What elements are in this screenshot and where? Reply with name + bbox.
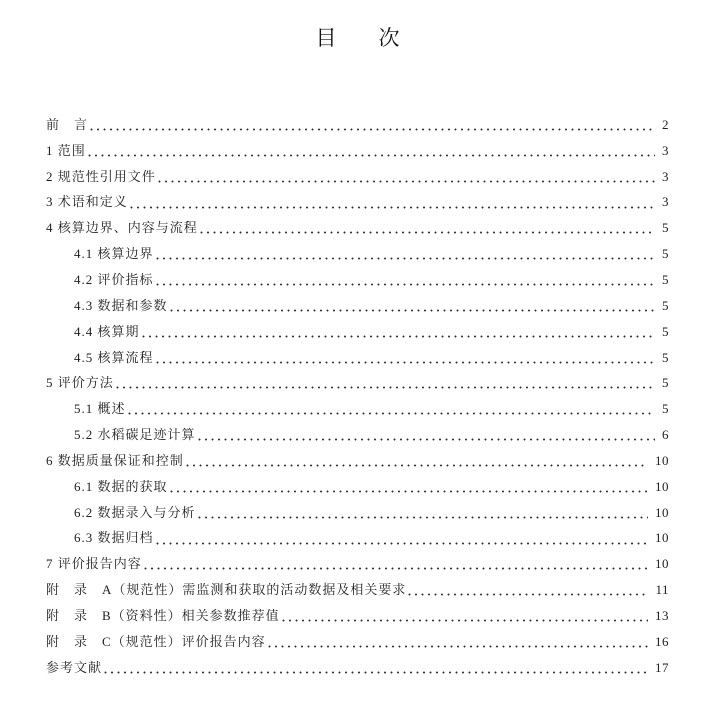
toc-entry-label: 7 评价报告内容 xyxy=(46,556,142,572)
toc-page-number: 5 xyxy=(662,375,669,391)
toc-page-number: 13 xyxy=(655,607,669,623)
toc-page-number: 17 xyxy=(655,659,669,675)
toc-entry-annex-b xyxy=(46,603,669,629)
toc-subentry-6-3 xyxy=(46,526,669,552)
toc-page-number: 10 xyxy=(655,478,669,494)
toc-page-number: 5 xyxy=(662,297,669,313)
toc-entry-section-7 xyxy=(46,551,669,577)
toc-page-number: 5 xyxy=(662,349,669,365)
dot-leader xyxy=(268,629,648,655)
toc-entry-scope xyxy=(46,138,669,164)
toc-entry-foreword xyxy=(46,112,669,138)
toc-entry-annex-c xyxy=(46,629,669,655)
toc-entry-label: 附 录 B（资料性）相关参数推荐值 xyxy=(46,607,280,623)
toc-page-number: 6 xyxy=(662,427,669,443)
toc-entry-label: 前 言 xyxy=(46,116,89,132)
toc-page-number: 5 xyxy=(662,401,669,417)
toc-entry-annex-a xyxy=(46,577,669,603)
toc-entry-terms-and-definitions xyxy=(46,190,669,216)
toc-entry-label: 附 录 C（规范性）评价报告内容 xyxy=(46,633,266,649)
toc-entry-label: 2 规范性引用文件 xyxy=(46,168,156,184)
toc-entry-label: 6 数据质量保证和控制 xyxy=(46,452,184,468)
toc-entry-label: 1 范围 xyxy=(46,142,86,158)
toc-list xyxy=(46,112,669,681)
dot-leader xyxy=(88,138,655,164)
toc-subentry-label: 5.1 概述 xyxy=(74,401,126,417)
toc-page-number: 5 xyxy=(662,323,669,339)
toc-page-number: 10 xyxy=(655,530,669,546)
dot-leader xyxy=(116,370,655,396)
toc-entry-section-6 xyxy=(46,448,669,474)
toc-subentry-label: 6.1 数据的获取 xyxy=(74,478,168,494)
dot-leader xyxy=(156,267,655,293)
toc-page-number: 5 xyxy=(662,220,669,236)
dot-leader xyxy=(130,190,655,216)
dot-leader xyxy=(128,396,655,422)
dot-leader xyxy=(158,164,655,190)
toc-subentry-4-2 xyxy=(46,267,669,293)
toc-subentry-6-1 xyxy=(46,474,669,500)
toc-entry-bibliography xyxy=(46,655,669,681)
toc-subentry-6-2 xyxy=(46,500,669,526)
dot-leader xyxy=(104,655,648,681)
toc-title: 目 次 xyxy=(315,26,400,50)
toc-page-number: 3 xyxy=(662,142,669,158)
toc-page-number: 11 xyxy=(655,582,669,598)
toc-page-number: 2 xyxy=(662,116,669,132)
toc-subentry-4-4 xyxy=(46,319,669,345)
toc-subentry-4-5 xyxy=(46,345,669,371)
toc-entry-label: 5 评价方法 xyxy=(46,375,114,391)
toc-subentry-5-1 xyxy=(46,396,669,422)
dot-leader xyxy=(156,526,648,552)
dot-leader xyxy=(198,422,655,448)
toc-page-number: 10 xyxy=(655,504,669,520)
dot-leader xyxy=(186,448,648,474)
toc-entry-label: 3 术语和定义 xyxy=(46,194,128,210)
dot-leader xyxy=(170,293,655,319)
toc-entry-normative-references xyxy=(46,164,669,190)
toc-page-number: 5 xyxy=(662,246,669,262)
toc-subentry-label: 4.1 核算边界 xyxy=(74,246,154,262)
toc-page-number: 3 xyxy=(662,168,669,184)
dot-leader xyxy=(282,603,648,629)
toc-page-number: 10 xyxy=(655,556,669,572)
toc-subentry-label: 4.5 核算流程 xyxy=(74,349,154,365)
dot-leader xyxy=(90,112,655,138)
toc-page-number: 3 xyxy=(662,194,669,210)
toc-subentry-label: 6.2 数据录入与分析 xyxy=(74,504,196,520)
dot-leader xyxy=(198,500,648,526)
toc-page-number: 16 xyxy=(655,633,669,649)
toc-subentry-4-3 xyxy=(46,293,669,319)
toc-entry-section-4 xyxy=(46,215,669,241)
toc-subentry-label: 6.3 数据归档 xyxy=(74,530,154,546)
dot-leader xyxy=(170,474,648,500)
toc-entry-section-5 xyxy=(46,370,669,396)
dot-leader xyxy=(142,319,655,345)
toc-entry-label: 4 核算边界、内容与流程 xyxy=(46,220,198,236)
dot-leader xyxy=(156,241,655,267)
toc-subentry-4-1 xyxy=(46,241,669,267)
toc-page-number: 10 xyxy=(655,452,669,468)
toc-entry-label: 附 录 A（规范性）需监测和获取的活动数据及相关要求 xyxy=(46,582,407,598)
dot-leader xyxy=(144,551,648,577)
toc-page-number: 5 xyxy=(662,271,669,287)
toc-subentry-label: 4.3 数据和参数 xyxy=(74,297,168,313)
toc-subentry-label: 4.4 核算期 xyxy=(74,323,140,339)
toc-entry-label: 参考文献 xyxy=(46,659,103,675)
dot-leader xyxy=(156,345,655,371)
dot-leader xyxy=(408,577,648,603)
toc-subentry-label: 5.2 水稻碳足迹计算 xyxy=(74,427,196,443)
toc-subentry-label: 4.2 评价指标 xyxy=(74,271,154,287)
dot-leader xyxy=(200,215,655,241)
toc-subentry-5-2 xyxy=(46,422,669,448)
